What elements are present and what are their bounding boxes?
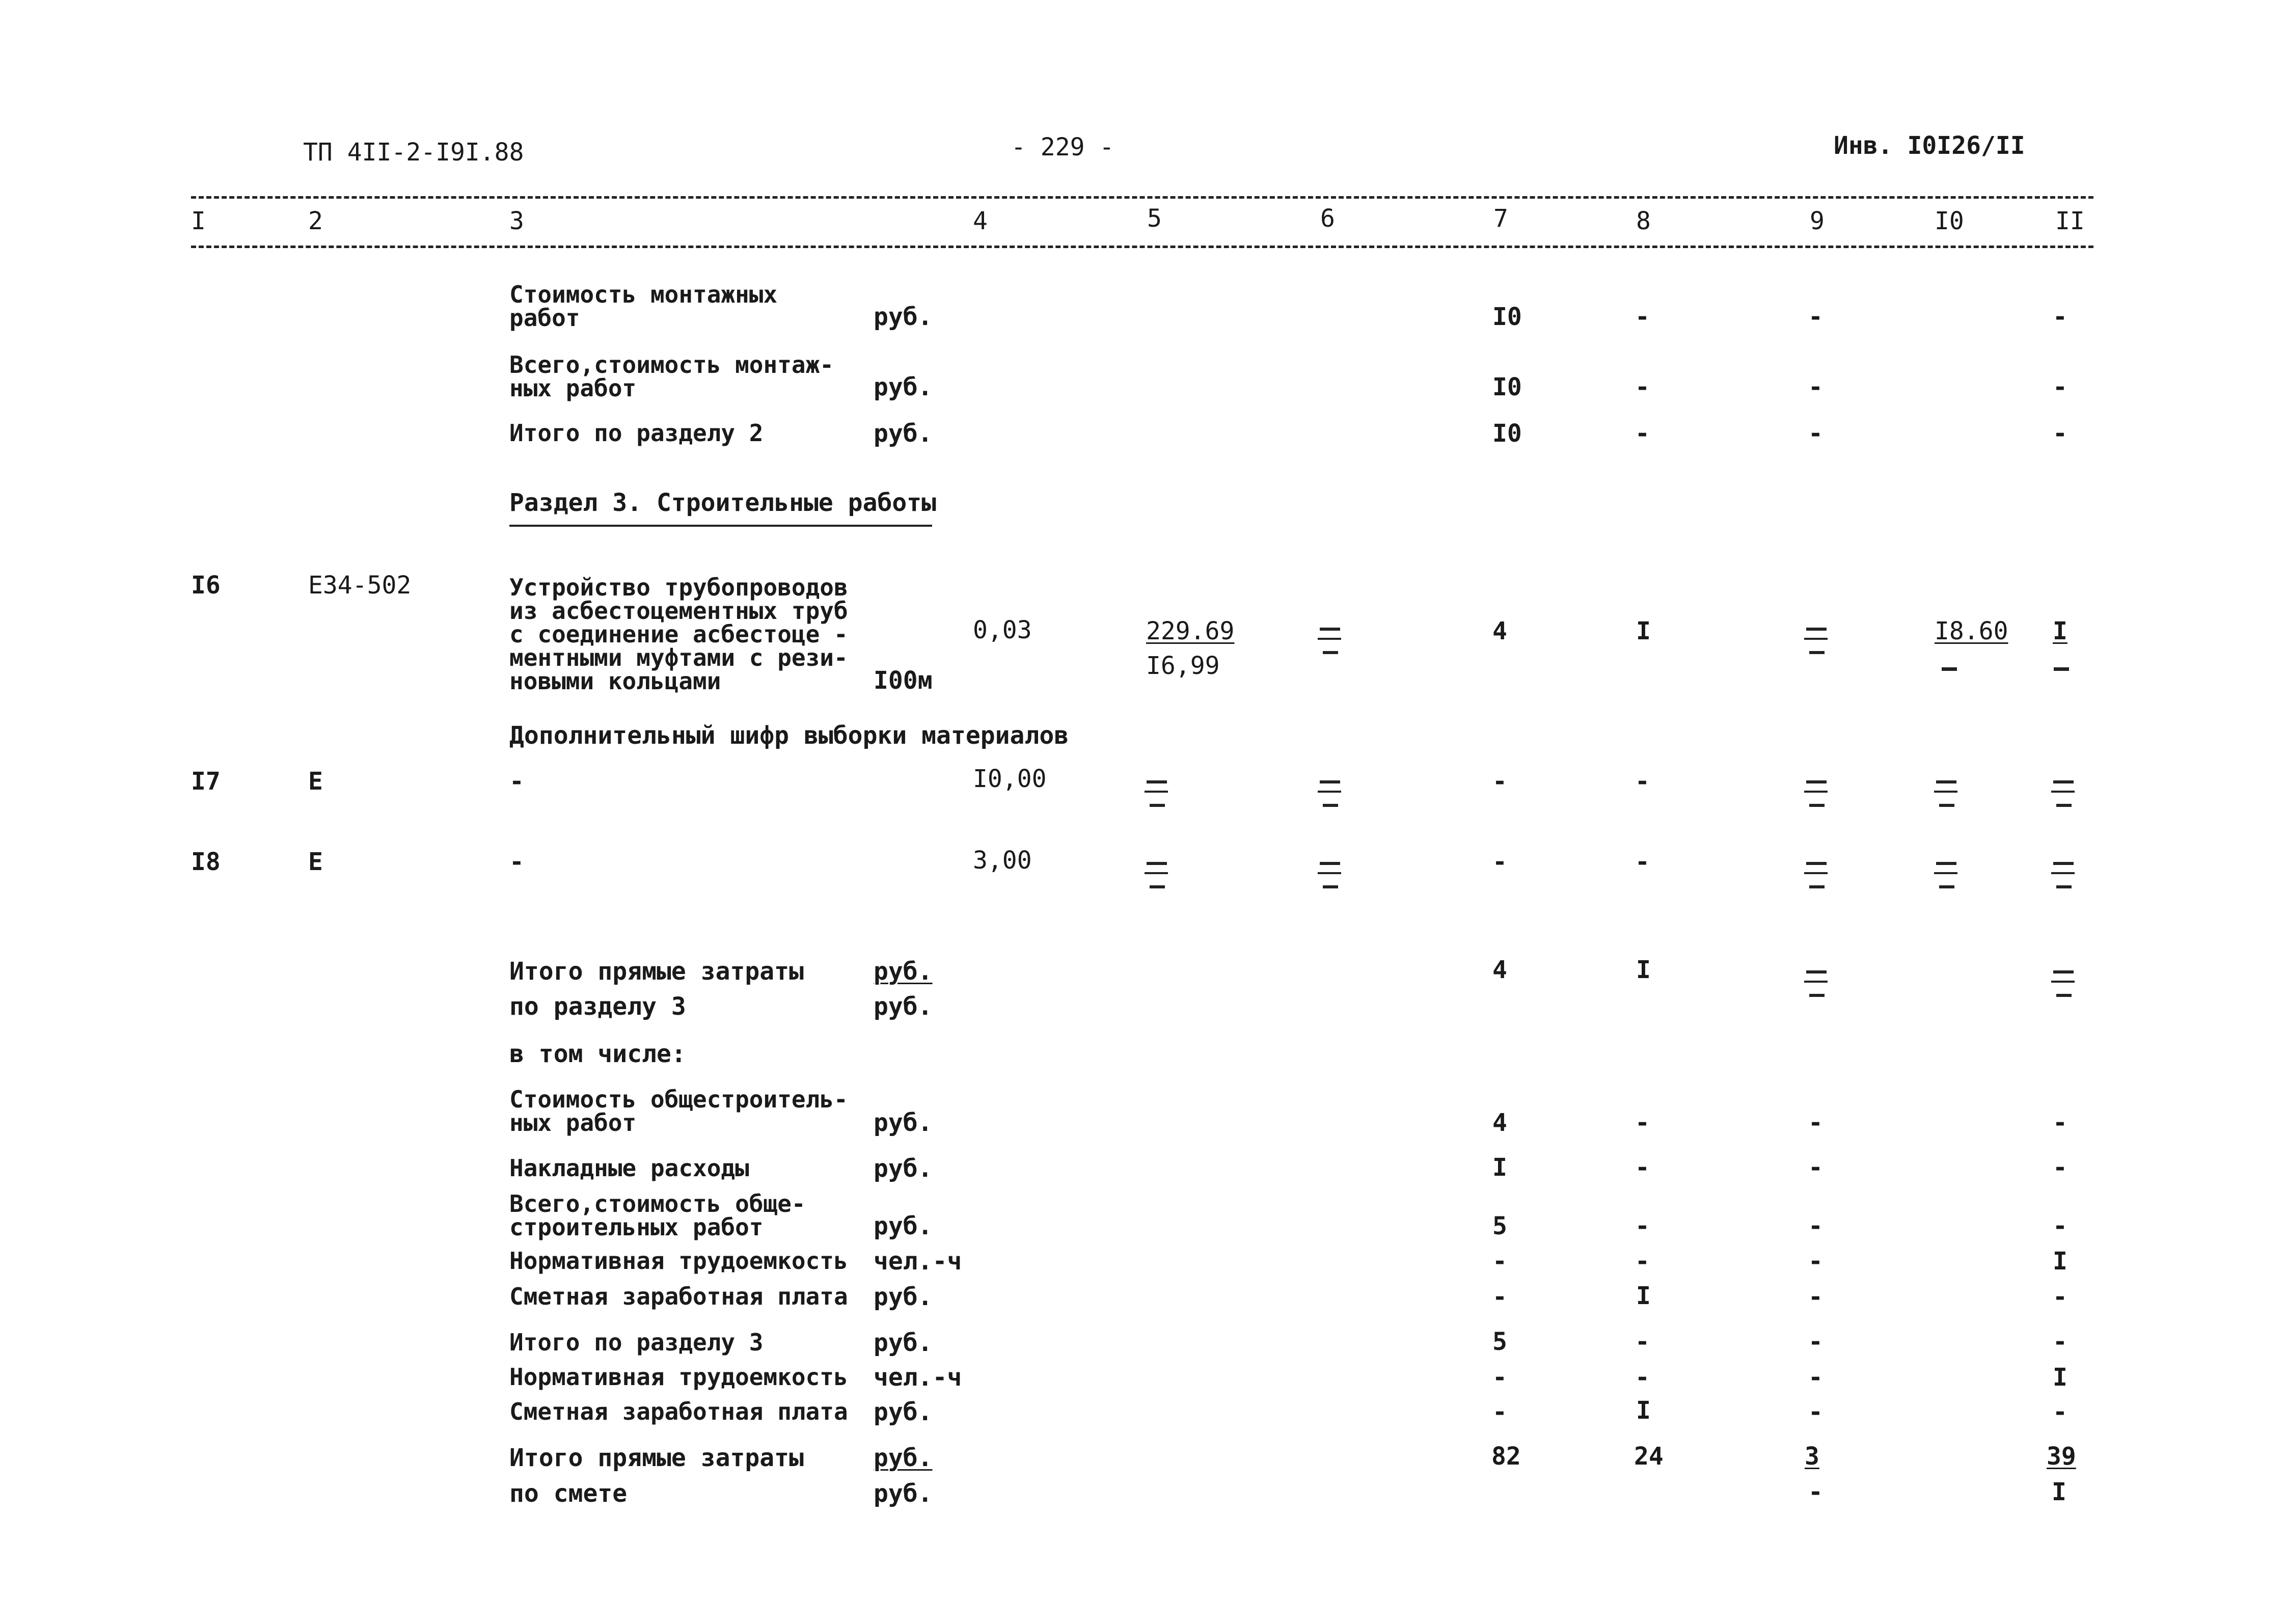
col11-top-value: I xyxy=(2053,617,2067,645)
row-unit: руб. xyxy=(874,419,933,448)
col7-value: 5 xyxy=(1492,1328,1507,1356)
col9-top-value: 3 xyxy=(1805,1442,1819,1471)
column-number-2: 2 xyxy=(308,207,323,235)
row-label-line1: Итого прямые затраты xyxy=(509,957,804,986)
col9-value: - xyxy=(1808,1247,1823,1276)
col9-value: - xyxy=(1808,1328,1823,1356)
row-unit: руб. xyxy=(874,1283,933,1311)
row-label: Нормативная трудоемкость xyxy=(509,1247,848,1275)
col11-bottom-value: I xyxy=(2052,1478,2066,1506)
item-quantity: I0,00 xyxy=(973,765,1047,793)
column-number-9: 9 xyxy=(1810,207,1825,235)
col7-value: - xyxy=(1492,848,1507,876)
item-code: Е xyxy=(308,848,323,876)
column-number-11: II xyxy=(2055,207,2085,235)
item-description: - xyxy=(509,848,524,876)
col10-bottom-dash xyxy=(1942,667,1957,671)
page-number: - 229 - xyxy=(1011,133,1114,161)
col8-value: I xyxy=(1636,1396,1651,1425)
col11-value: - xyxy=(2053,419,2067,448)
col8-value: - xyxy=(1635,373,1650,401)
column-number-7: 7 xyxy=(1493,204,1508,233)
col7-value: - xyxy=(1492,1247,1507,1276)
row-label-line2: по разделу 3 xyxy=(509,992,686,1021)
item-description: - xyxy=(509,767,524,796)
row-label-line1: Итого прямые затраты xyxy=(509,1444,804,1472)
item-quantity: 3,00 xyxy=(973,846,1032,875)
row-label: Сметная заработная плата xyxy=(509,1283,848,1310)
row-unit-line1: руб. xyxy=(874,957,933,986)
col7-value: 5 xyxy=(1492,1212,1507,1240)
inventory-number: Инв. I0I26/II xyxy=(1834,131,2025,160)
row-label: Итого по разделу 3 xyxy=(509,1329,764,1356)
item-code: Е xyxy=(308,767,323,796)
header-top-rule xyxy=(191,196,2093,199)
col11-fraction-dashes xyxy=(2050,970,2078,1012)
col6-fraction-dashes xyxy=(1317,628,1344,669)
row-label: Накладные расходы xyxy=(509,1154,749,1182)
column-number-10: I0 xyxy=(1935,207,1964,235)
including-label: в том числе: xyxy=(509,1040,686,1068)
row-unit: руб. xyxy=(874,1212,933,1240)
col7-value: - xyxy=(1492,1283,1507,1311)
col9-bottom-value: - xyxy=(1808,1478,1823,1506)
col11-value: I xyxy=(2053,1363,2067,1392)
col11-bottom-dash xyxy=(2054,667,2069,671)
col9-value: - xyxy=(1808,419,1823,448)
row-unit-line1: руб. xyxy=(874,1444,933,1472)
col11-value: I xyxy=(2053,1247,2067,1276)
row-unit: руб. xyxy=(874,1108,933,1137)
header-bottom-rule xyxy=(191,246,2093,248)
col9-value: - xyxy=(1808,1212,1823,1240)
col7-value: 4 xyxy=(1492,617,1507,645)
col5-bottom-value: I6,99 xyxy=(1146,652,1220,680)
col11-value: - xyxy=(2053,373,2067,401)
col10-fraction-dashes xyxy=(1933,862,1961,904)
col11-value: - xyxy=(2053,1328,2067,1356)
col11-value: - xyxy=(2053,1398,2067,1426)
col10-top-value: I8.60 xyxy=(1935,617,2008,645)
col7-value: - xyxy=(1492,1398,1507,1426)
col11-top-value: 39 xyxy=(2047,1442,2076,1471)
col7-value: - xyxy=(1492,1363,1507,1392)
col11-value: - xyxy=(2053,1212,2067,1240)
item-number: I7 xyxy=(191,767,221,796)
col8-value: I xyxy=(1636,1282,1651,1310)
col8-value: - xyxy=(1635,848,1650,876)
col5-top-value: 229.69 xyxy=(1146,617,1235,645)
column-number-8: 8 xyxy=(1636,207,1651,235)
col7-value: 82 xyxy=(1491,1442,1521,1471)
col6-fraction-dashes xyxy=(1317,780,1344,822)
col11-fraction-dashes xyxy=(2050,862,2078,904)
row-unit-line2: руб. xyxy=(874,1479,933,1508)
col8-value: - xyxy=(1635,1212,1650,1240)
row-unit: руб. xyxy=(874,1398,933,1426)
col8-value: - xyxy=(1635,1108,1650,1137)
col8-value: - xyxy=(1635,1328,1650,1356)
section3-title: Раздел 3. Строительные работы xyxy=(509,489,937,517)
col7-value: I0 xyxy=(1492,419,1522,448)
row-unit: чел.-ч xyxy=(874,1247,962,1276)
col7-value: - xyxy=(1492,767,1507,796)
col9-value: - xyxy=(1808,1398,1823,1426)
column-number-4: 4 xyxy=(973,207,988,235)
item-quantity: 0,03 xyxy=(973,616,1032,644)
col11-fraction-dashes xyxy=(2050,780,2078,822)
col7-value: I0 xyxy=(1492,303,1522,331)
col11-value: - xyxy=(2053,1108,2067,1137)
col9-value: - xyxy=(1808,1108,1823,1137)
col8-value: - xyxy=(1635,1153,1650,1182)
col9-fraction-dashes xyxy=(1803,628,1831,669)
col11-value: - xyxy=(2053,303,2067,331)
col9-value: - xyxy=(1808,373,1823,401)
col11-value: - xyxy=(2053,1283,2067,1311)
col5-fraction-dashes xyxy=(1144,862,1171,904)
column-number-6: 6 xyxy=(1320,204,1335,233)
row-unit: руб. xyxy=(874,373,933,401)
row-unit-line2: руб. xyxy=(874,992,933,1021)
row-label: Всего,стоимость обще- строительных работ xyxy=(509,1190,806,1241)
col10-fraction-dashes xyxy=(1933,780,1961,822)
col9-value: - xyxy=(1808,1283,1823,1311)
column-number-1: I xyxy=(191,207,206,235)
col7-value: 4 xyxy=(1492,956,1507,984)
col8-value: - xyxy=(1635,419,1650,448)
row-label: Сметная заработная плата xyxy=(509,1398,848,1425)
item-description: Устройство трубопроводов из асбестоцементных труб с соединение асбестоце - ментными муфтами с рези- новыми кольцами xyxy=(509,574,848,695)
column-number-3: 3 xyxy=(509,207,524,235)
col8-value: - xyxy=(1635,767,1650,796)
col6-fraction-dashes xyxy=(1317,862,1344,904)
row-unit: руб. xyxy=(874,1329,933,1357)
col9-fraction-dashes xyxy=(1803,780,1831,822)
col8-value: - xyxy=(1635,1363,1650,1392)
col7-value: I xyxy=(1492,1153,1507,1182)
row-unit: чел.-ч xyxy=(874,1363,962,1392)
row-label: Нормативная трудоемкость xyxy=(509,1363,848,1391)
row-unit: руб. xyxy=(874,1154,933,1183)
col8-value: I xyxy=(1636,617,1651,645)
item-number: I6 xyxy=(191,571,221,600)
section3-title-underline xyxy=(509,525,932,527)
col8-value: I xyxy=(1636,956,1651,984)
col9-value: - xyxy=(1808,1363,1823,1392)
col9-value: - xyxy=(1808,1153,1823,1182)
column-number-5: 5 xyxy=(1147,204,1162,233)
extra-materials-code-label: Дополнительный шифр выборки материалов xyxy=(509,721,1069,750)
col8-value: 24 xyxy=(1634,1442,1664,1471)
document-code: ТП 4II-2-I9I.88 xyxy=(303,138,524,167)
col8-value: - xyxy=(1635,1247,1650,1276)
item-unit: I00м xyxy=(874,666,933,695)
col9-fraction-dashes xyxy=(1803,970,1831,1012)
row-label: Всего,стоимость монтаж- ных работ xyxy=(509,351,834,402)
col5-fraction-dashes xyxy=(1144,780,1171,822)
row-label: Стоимость монтажных работ xyxy=(509,281,778,332)
col7-value: I0 xyxy=(1492,373,1522,401)
col11-value: - xyxy=(2053,1153,2067,1182)
col9-value: - xyxy=(1808,303,1823,331)
row-label: Стоимость общестроитель- ных работ xyxy=(509,1086,848,1136)
item-code: Е34-502 xyxy=(308,571,412,600)
col8-value: - xyxy=(1635,303,1650,331)
col7-value: 4 xyxy=(1492,1108,1507,1137)
row-label-line2: по смете xyxy=(509,1479,628,1508)
col9-fraction-dashes xyxy=(1803,862,1831,904)
item-number: I8 xyxy=(191,848,221,876)
row-label: Итого по разделу 2 xyxy=(509,419,764,447)
row-unit: руб. xyxy=(874,303,933,331)
